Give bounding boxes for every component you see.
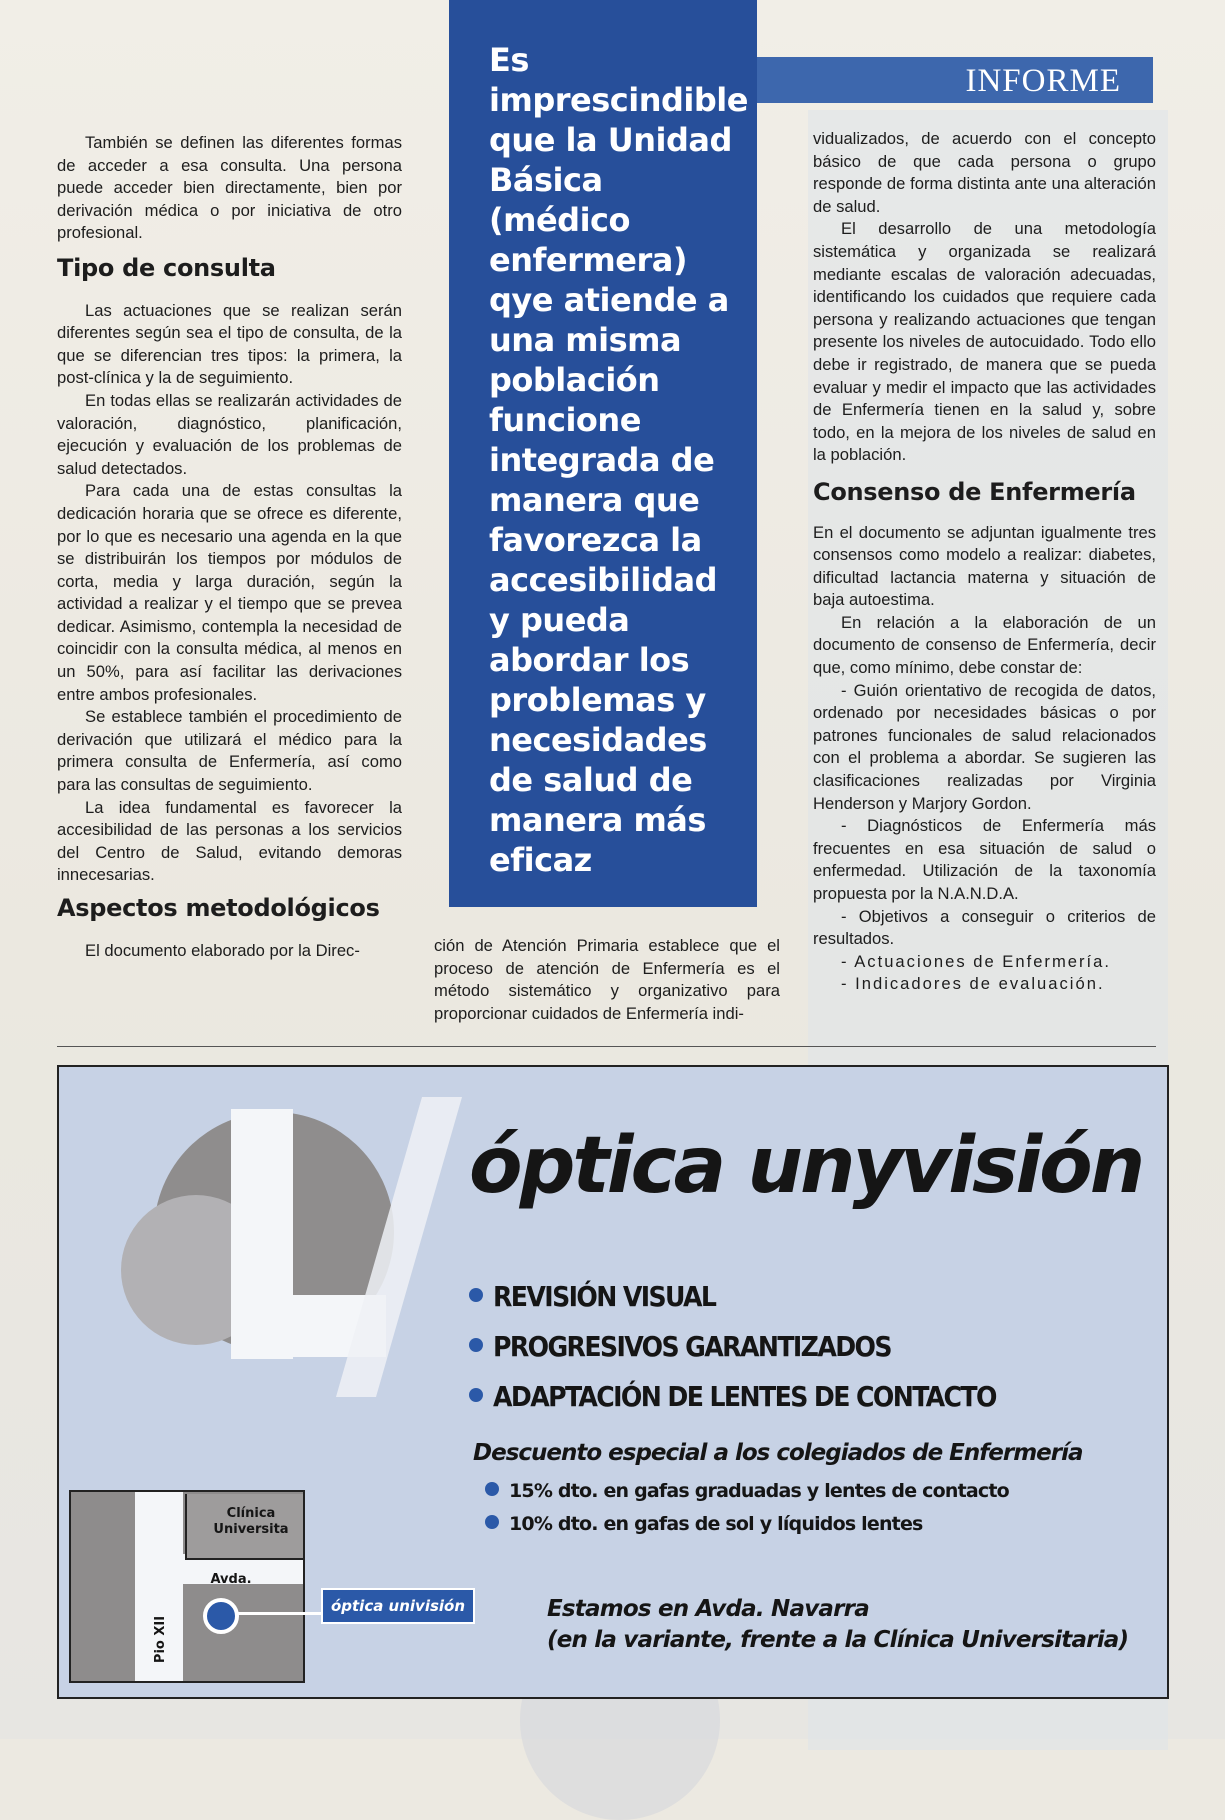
section-header: INFORME [757, 57, 1153, 103]
list-item: - Actuaciones de Enfermería. [841, 951, 1111, 971]
paragraph: Las actuaciones que se realizan serán diferentes según sea el tipo de consulta, de la que se diferencian tres tipos: la primera, la post-clínica y la de seguimiento. [57, 300, 402, 388]
optics-advertisement [57, 1065, 1169, 1699]
paragraph: El desarrollo de una metodología sistemática y organizada se realizará mediante escalas de valoración adecuadas, identificando los cuidados que requiere cada persona y realizando actuaciones que tengan presente los niveles de autocuidado. Todo ello debe ir registrado, de manera que se pueda evaluar y medir el impacto que las actividades de Enfermería tienen en la salud y, sobre todo, en la mejora de los niveles de salud en la población. [813, 219, 1156, 465]
paragraph: En relación a la elaboración de un documento de consenso de Enfermería, decir que, como mínimo, debe constar de: [813, 612, 1156, 678]
service-item [469, 1272, 996, 1322]
bullet-icon [469, 1338, 483, 1352]
pull-quote-box [449, 0, 757, 907]
paragraph: vidualizados, de acuerdo con el concepto básico de que cada persona o grupo responde de forma distinta ante una alteración de salud. [813, 129, 1156, 216]
list-item: - Diagnósticos de Enfermería más frecuentes en esa situación de salud o enfermedad. Utilización de la taxonomía propuesta por la N.A.N.D.A. [813, 816, 1156, 903]
discount-item [485, 1508, 1009, 1541]
article-column-middle [434, 935, 780, 1025]
service-label: REVISIÓN VISUAL [493, 1280, 716, 1313]
map-street-label: Pio XII [153, 1615, 169, 1664]
article-column-right [813, 128, 1156, 996]
divider-rule [57, 1046, 1156, 1047]
service-label: PROGRESIVOS GARANTIZADOS [493, 1330, 891, 1363]
bullet-icon [485, 1515, 499, 1529]
address-line: (en la variante, frente a la Clínica Universitaria) [547, 1627, 1129, 1653]
pull-quote-text: Es imprescindible que la Unidad Básica (médico enfermera) qye atiende a una misma población funcione integrada de manera que favorezca la accesibilidad y pueda abordar los problemas y necesidades de salud de manera más eficaz [489, 41, 748, 879]
paragraph: ción de Atención Primaria establece que el proceso de atención de Enfermería es el método sistemático y organizativo para proporcionar cuidados de Enfermería indi- [434, 936, 780, 1023]
location-marker-icon [203, 1598, 239, 1634]
discount-label: 10% dto. en gafas de sol y líquidos lentes [509, 1513, 923, 1535]
brand-name: óptica unyvisión [469, 1121, 1143, 1211]
service-item [469, 1322, 996, 1372]
list-item: - Guión orientativo de recogida de datos, ordenado por necesidades básicas o por patrones funcionales de salud relacionados con el problema a abordar. Se sugieren las clasificaciones realizadas por Virginia Henderson y Marjory Gordon. [813, 680, 1156, 813]
service-label: ADAPTACIÓN DE LENTES DE CONTACTO [493, 1380, 996, 1413]
address [547, 1594, 1128, 1656]
discount-title: Descuento especial a los colegiados de Enfermería [473, 1440, 1083, 1466]
paragraph: Se establece también el procedimiento de derivación que utilizará el médico para la primera consulta de Enfermería, así como para las consultas de seguimiento. [57, 707, 402, 795]
paragraph: La idea fundamental es favorecer la accesibilidad de las personas a los servicios del Centro de Salud, evitando demoras innecesarias. [57, 797, 402, 885]
bullet-icon [469, 1288, 483, 1302]
discount-item [485, 1475, 1009, 1508]
paragraph: En el documento se adjuntan igualmente tres consensos como modelo a realizar: diabetes, dificultad lactancia materna y situación de baja autoestima. [813, 522, 1156, 610]
service-item [469, 1372, 996, 1422]
paragraph: El documento elaborado por la Direc- [85, 940, 360, 960]
paragraph: También se definen las diferentes formas de acceder a esa consulta. Una persona puede acceder bien directamente, bien por derivación médica o por iniciativa de otro profesional. [57, 133, 402, 243]
discount-list [485, 1475, 1009, 1541]
paragraph: En todas ellas se realizarán actividades de valoración, diagnóstico, planificación, ejecución y evaluación de los problemas de salud detectados. [57, 390, 402, 478]
subheading-aspectos-metodologicos: Aspectos metodológicos [57, 894, 380, 922]
address-line: Estamos en Avda. Navarra [547, 1596, 869, 1622]
store-label: óptica univisión [321, 1588, 475, 1624]
paragraph: Para cada una de estas consultas la dedicación horaria que se ofrece es diferente, por lo que es necesario una agenda en la que se distribuirán los tiempos por módulos de corta, media y larga duración, según la actividad a realizar y el tiempo que se prevea dedicar. Asimismo, contempla la necesidad de coincidir con la consulta médica, al menos en un 50%, para así facilitar las derivaciones entre ambos profesionales. [57, 481, 402, 704]
subheading-consenso-de-enfermeria: Consenso de Enfermería [813, 477, 1136, 506]
discount-label: 15% dto. en gafas graduadas y lentes de contacto [509, 1480, 1009, 1502]
list-item: - Indicadores de evaluación. [841, 974, 1105, 994]
map-clinic-label: Clínica Universita [213, 1506, 289, 1537]
location-map [69, 1490, 305, 1683]
bullet-icon [485, 1482, 499, 1496]
article-column-left [57, 132, 402, 962]
bullet-icon [469, 1388, 483, 1402]
subheading-tipo-de-consulta: Tipo de consulta [57, 253, 276, 282]
services-list [469, 1272, 996, 1422]
map-avenue-label: Avda. [210, 1572, 252, 1587]
list-item: - Objetivos a conseguir o criterios de resultados. [813, 906, 1156, 949]
